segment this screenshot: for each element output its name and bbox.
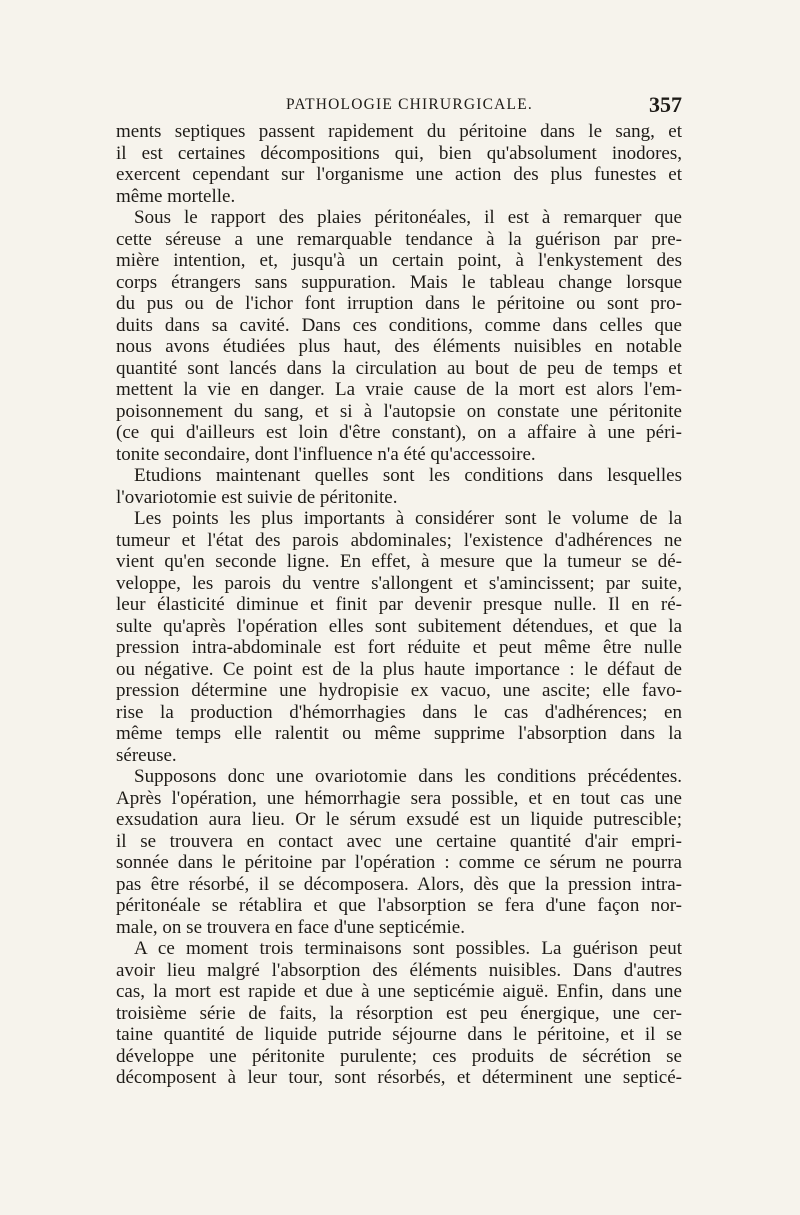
text-line: avoir lieu malgré l'absorption des éléments nuisibles. Dans d'autres bbox=[116, 959, 682, 981]
text-line: vient qu'en seconde ligne. En effet, à mesure que la tumeur se dé- bbox=[116, 551, 682, 572]
text-line: développe une péritonite purulente; ces produits de sécrétion se bbox=[116, 1045, 682, 1067]
text-line: même temps elle ralentit ou même supprime l'absorption dans la bbox=[116, 723, 682, 744]
text-line: sulte qu'après l'opération elles sont subitement détendues, et que la bbox=[116, 615, 682, 637]
text-line: leur élasticité diminue et finit par devenir presque nulle. Il en ré- bbox=[116, 594, 682, 615]
text-line: du pus ou de l'ichor font irruption dans le péritoine ou sont pro- bbox=[116, 293, 682, 314]
page-number: 357 bbox=[649, 92, 682, 117]
text-line: male, on se trouvera en face d'une septicémie. bbox=[116, 916, 465, 938]
text-line: ou négative. Ce point est de la plus haute importance : le défaut de bbox=[116, 658, 682, 680]
running-title: PATHOLOGIE CHIRURGICALE. bbox=[286, 96, 533, 113]
text-line: duits dans sa cavité. Dans ces conditions, comme dans celles que bbox=[116, 314, 682, 336]
text-line: décomposent à leur tour, sont résorbés, et déterminent une septicé- bbox=[116, 1067, 682, 1088]
text-line: pas être résorbé, il se décomposera. Alors, dès que la pression intra- bbox=[116, 873, 682, 895]
text-line: cas, la mort est rapide et due à une septicémie aiguë. Enfin, dans une bbox=[116, 981, 682, 1002]
text-line: quantité sont lancés dans la circulation au bout de peu de temps et bbox=[116, 357, 682, 379]
text-line: sonnée dans le péritoine par l'opération : comme ce sérum ne pourra bbox=[116, 852, 682, 873]
text-line: poisonnement du sang, et si à l'autopsie on constate une péritonite bbox=[116, 400, 682, 422]
text-line: cette séreuse a une remarquable tendance à la guérison par pre- bbox=[116, 228, 682, 250]
text-line: tumeur et l'état des parois abdominales; l'existence d'adhérences ne bbox=[116, 529, 682, 551]
text-line: péritonéale se rétablira et que l'absorption se fera d'une façon nor- bbox=[116, 895, 682, 916]
text-line: il se trouvera en contact avec une certaine quantité d'air empri- bbox=[116, 830, 682, 852]
text-line: Sous le rapport des plaies péritonéales, il est à remarquer que bbox=[134, 207, 682, 228]
running-header bbox=[116, 92, 682, 118]
text-line: (ce qui d'ailleurs est loin d'être constant), on a affaire à une péri- bbox=[116, 422, 682, 443]
text-line: A ce moment trois terminaisons sont possibles. La guérison peut bbox=[134, 938, 682, 959]
text-line: Après l'opération, une hémorrhagie sera possible, et en tout cas une bbox=[116, 787, 682, 809]
text-line: ments septiques passent rapidement du péritoine dans le sang, et bbox=[116, 121, 682, 142]
text-line: même mortelle. bbox=[116, 185, 236, 207]
text-line: taine quantité de liquide putride séjourne dans le péritoine, et il se bbox=[116, 1024, 682, 1045]
body-text bbox=[116, 121, 682, 1089]
text-line: troisième série de faits, la résorption est peu énergique, une cer- bbox=[116, 1002, 682, 1024]
text-line: mière intention, et, jusqu'à un certain point, à l'enkystement des bbox=[116, 250, 682, 271]
text-line: Supposons donc une ovariotomie dans les conditions précédentes. bbox=[134, 766, 682, 787]
text-line: mettent la vie en danger. La vraie cause de la mort est alors l'em- bbox=[116, 379, 682, 400]
text-line: nous avons étudiées plus haut, des éléments nuisibles en notable bbox=[116, 336, 682, 357]
text-line: exercent cependant sur l'organisme une action des plus funestes et bbox=[116, 164, 682, 185]
text-line: tonite secondaire, dont l'influence n'a été qu'accessoire. bbox=[116, 443, 536, 465]
text-line: rise la production d'hémorrhagies dans le cas d'adhérences; en bbox=[116, 701, 682, 723]
text-line: corps étrangers sans suppuration. Mais le tableau change lorsque bbox=[116, 271, 682, 293]
text-line: séreuse. bbox=[116, 744, 177, 766]
text-line: veloppe, les parois du ventre s'allongent et s'amincissent; par suite, bbox=[116, 572, 682, 594]
text-line: pression détermine une hydropisie ex vacuo, une ascite; elle favo- bbox=[116, 680, 682, 701]
text-line: pression intra-abdominale est fort réduite et peut même être nulle bbox=[116, 637, 682, 658]
text-line: exsudation aura lieu. Or le sérum exsudé est un liquide putrescible; bbox=[116, 809, 682, 830]
text-line: Etudions maintenant quelles sont les conditions dans lesquelles bbox=[134, 465, 682, 486]
text-line: Les points les plus importants à considérer sont le volume de la bbox=[134, 508, 682, 529]
text-line: l'ovariotomie est suivie de péritonite. bbox=[116, 486, 398, 508]
text-line: il est certaines décompositions qui, bien qu'absolument inodores, bbox=[116, 142, 682, 164]
